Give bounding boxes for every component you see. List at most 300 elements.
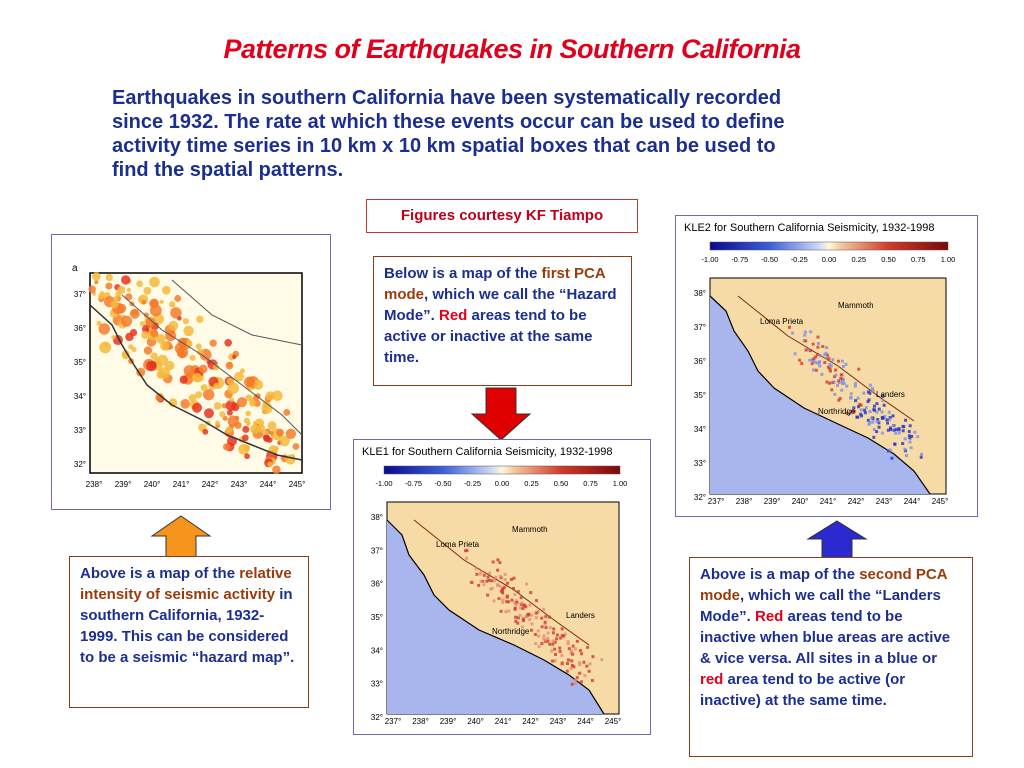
intensity-cell xyxy=(196,343,202,349)
mode-cell xyxy=(864,411,867,414)
mode-cell xyxy=(558,647,561,650)
intensity-cell xyxy=(226,427,232,433)
mode-cell xyxy=(871,387,874,390)
mode-cell xyxy=(522,617,525,620)
mode-cell xyxy=(893,443,896,446)
mode-cell xyxy=(521,607,524,610)
lon-label: 241° xyxy=(172,480,190,489)
intensity-cell xyxy=(150,305,162,317)
mode-cell xyxy=(501,588,504,591)
mode-cell xyxy=(888,418,891,421)
intensity-cell xyxy=(105,283,112,290)
mode-cell xyxy=(881,432,884,435)
caption-highlight: second PCA mode xyxy=(700,566,947,604)
mode-cell xyxy=(875,430,878,433)
mode-cell xyxy=(819,354,822,357)
mode-cell xyxy=(804,339,807,342)
lon-label: 240° xyxy=(791,497,809,506)
mode-cell xyxy=(875,411,878,414)
mode-cell xyxy=(583,674,586,677)
caption-highlight-red: red xyxy=(700,671,724,688)
intensity-cell xyxy=(146,361,157,372)
mode-cell xyxy=(897,428,900,431)
intensity-cell xyxy=(136,280,143,287)
intensity-cell xyxy=(190,355,196,361)
mode-cell xyxy=(836,384,839,387)
intensity-cell xyxy=(262,403,273,414)
lat-label: 37° xyxy=(693,323,706,332)
lon-label: 243° xyxy=(230,480,248,489)
intensity-cell xyxy=(143,287,151,295)
mode-cell xyxy=(496,584,499,587)
lat-label: 32° xyxy=(693,493,706,502)
intensity-cell xyxy=(121,316,132,327)
mode-cell xyxy=(544,639,547,642)
intensity-cell xyxy=(250,424,260,434)
mode-cell xyxy=(470,581,473,584)
mode-cell xyxy=(488,572,491,575)
intensity-cell xyxy=(224,339,232,347)
mode-cell xyxy=(823,361,826,364)
intensity-cell xyxy=(106,274,113,281)
mode-cell xyxy=(493,599,496,602)
mode-cell xyxy=(546,637,549,640)
intensity-cell xyxy=(235,416,240,421)
mode-cell xyxy=(886,422,889,425)
intensity-cell xyxy=(274,446,279,451)
mode-cell xyxy=(916,435,919,438)
intensity-cell xyxy=(249,400,256,407)
mode-cell xyxy=(514,616,517,619)
mode-cell xyxy=(551,643,554,646)
intensity-cell xyxy=(219,411,225,417)
mode-cell xyxy=(857,405,860,408)
lon-label: 242° xyxy=(522,717,539,726)
intensity-cell xyxy=(104,342,109,347)
mode-cell xyxy=(894,432,897,435)
intensity-cell xyxy=(269,431,273,435)
mode-cell xyxy=(527,613,530,616)
intensity-cell xyxy=(223,443,230,450)
mode-cell xyxy=(816,353,819,356)
mode-cell xyxy=(588,670,591,673)
intensity-cell xyxy=(169,301,175,307)
mode-cell xyxy=(868,421,871,424)
mode-cell xyxy=(561,662,564,665)
mode-cell xyxy=(489,588,492,591)
mode-cell xyxy=(514,604,517,607)
mode-cell xyxy=(889,449,892,452)
hazard-map-caption xyxy=(69,556,309,708)
mode-cell xyxy=(562,635,565,638)
lon-label: 239° xyxy=(114,480,132,489)
intensity-cell xyxy=(192,373,202,383)
caption-text: Above is a map of the xyxy=(80,565,240,582)
place-label: Landers xyxy=(876,390,905,399)
mode-cell xyxy=(582,661,585,664)
mode-cell xyxy=(578,661,581,664)
mode-cell xyxy=(517,590,520,593)
mode-cell xyxy=(535,616,538,619)
mode-cell xyxy=(506,595,509,598)
caption-text: areas tend to be active or inactive at the same time. xyxy=(384,307,593,366)
mode-cell xyxy=(502,598,505,601)
lat-label: 37° xyxy=(370,546,383,556)
intensity-cell xyxy=(293,443,300,450)
lon-label: 237° xyxy=(384,717,402,726)
lat-label: 33° xyxy=(693,459,706,468)
mode-cell xyxy=(845,385,848,388)
mode-cell xyxy=(820,373,823,376)
mode-cell xyxy=(904,419,907,422)
mode-cell xyxy=(560,654,563,657)
mode-cell xyxy=(530,622,533,625)
mode-cell xyxy=(534,633,537,636)
mode-cell xyxy=(499,575,502,578)
mode-cell xyxy=(528,604,531,607)
intensity-cell xyxy=(128,344,133,349)
mode-cell xyxy=(516,622,519,625)
mode-cell xyxy=(881,399,884,402)
intensity-cell xyxy=(244,377,255,388)
intensity-cell xyxy=(165,361,175,371)
colorbar-tick: -0.25 xyxy=(790,255,808,264)
intensity-cell xyxy=(202,429,208,435)
lat-label: 38° xyxy=(370,513,383,522)
caption-text: areas tend to be inactive when blue areas are active & vice versa. All sites in a blue or xyxy=(700,608,951,667)
mode-cell xyxy=(812,357,815,360)
intensity-cell xyxy=(144,346,152,354)
colorbar-tick: 0.50 xyxy=(553,479,569,488)
mode-cell xyxy=(486,594,489,597)
intensity-cell xyxy=(168,321,178,331)
intensity-cell xyxy=(192,403,202,413)
mode-cell xyxy=(803,334,806,337)
intensity-cell xyxy=(267,437,273,443)
mode-cell xyxy=(901,442,904,445)
intensity-cell xyxy=(196,316,203,323)
mode-cell xyxy=(840,389,843,392)
lat-label: 36° xyxy=(693,357,706,366)
mode-cell xyxy=(791,332,794,335)
mode-cell xyxy=(554,659,557,662)
mode-cell xyxy=(902,429,905,432)
mode-cell xyxy=(909,424,912,427)
intensity-cell xyxy=(272,466,280,474)
page-title: Patterns of Earthquakes in Southern California xyxy=(223,34,801,64)
lat-label: 35° xyxy=(370,613,383,622)
lat-label: 33° xyxy=(370,679,383,689)
colorbar-tick: -0.25 xyxy=(463,479,482,488)
intensity-cell xyxy=(213,383,219,389)
intensity-cell xyxy=(146,317,156,327)
mode-cell xyxy=(818,364,821,367)
hazard-map-figure xyxy=(51,234,331,510)
mode-cell xyxy=(834,369,837,372)
mode-cell xyxy=(465,557,468,560)
mode-cell xyxy=(794,352,797,355)
mode-cell xyxy=(890,457,893,460)
lon-label: 241° xyxy=(494,717,512,726)
mode-cell xyxy=(514,608,517,611)
mode-cell xyxy=(881,410,884,413)
mode-cell xyxy=(515,601,518,604)
caption-highlight-red: Red xyxy=(439,307,468,324)
intensity-cell xyxy=(215,421,220,426)
longitude-labels xyxy=(385,717,622,726)
mode-cell xyxy=(812,343,815,346)
mode-cell xyxy=(920,456,923,459)
mode-cell xyxy=(837,360,840,363)
mode-cell xyxy=(903,448,906,451)
mode-cell xyxy=(479,573,482,576)
mode-cell xyxy=(844,363,847,366)
intensity-cell xyxy=(88,286,95,293)
mode-cell xyxy=(876,420,879,423)
lat-label: 35° xyxy=(73,358,86,367)
mode-cell xyxy=(492,560,495,563)
intensity-cell xyxy=(111,335,115,339)
colorbar-tick: 1.00 xyxy=(940,255,956,264)
lon-label: 243° xyxy=(549,717,567,726)
mode-cell xyxy=(545,626,548,629)
mode-cell xyxy=(554,653,557,656)
colorbar-tick: 0.25 xyxy=(524,479,539,488)
mode-cell xyxy=(561,627,564,630)
place-label: Mammoth xyxy=(512,525,548,534)
mode-cell xyxy=(498,561,501,564)
mode-cell xyxy=(574,647,577,650)
intensity-cell xyxy=(180,376,188,384)
caption-text: in southern California, 1932-1999. This can be considered to be a seismic “hazard map”. xyxy=(80,586,295,666)
mode-cell xyxy=(530,614,533,617)
intensity-cell xyxy=(276,429,284,437)
mode-cell xyxy=(854,385,857,388)
mode-cell xyxy=(857,368,860,371)
mode-cell xyxy=(860,408,863,411)
mode-cell xyxy=(504,610,507,613)
mode-cell xyxy=(538,645,541,648)
mode-cell xyxy=(507,609,510,612)
lon-label: 241° xyxy=(819,497,837,506)
mode-cell xyxy=(566,662,569,665)
first-pca-caption xyxy=(373,256,632,386)
intensity-cell xyxy=(125,293,132,300)
intensity-cell xyxy=(238,444,249,455)
caption-text: area tend to be active (or inactive) at the same time. xyxy=(700,671,906,709)
mode-cell xyxy=(568,647,571,650)
colorbar-labels xyxy=(701,255,955,264)
mode-cell xyxy=(580,680,583,683)
intensity-cell xyxy=(160,300,164,304)
mode-cell xyxy=(548,643,551,646)
mode-cell xyxy=(870,416,873,419)
mode-cell xyxy=(865,406,868,409)
mode-cell xyxy=(549,626,552,629)
lon-label: 243° xyxy=(875,497,893,506)
colorbar-tick: 0.50 xyxy=(881,255,896,264)
mode-cell xyxy=(886,418,889,421)
mode-cell xyxy=(496,558,499,561)
mode-cell xyxy=(913,431,916,434)
mode-cell xyxy=(548,616,551,619)
caption-highlight: first PCA mode xyxy=(384,265,606,303)
mode-cell xyxy=(570,659,573,662)
lat-label: 32° xyxy=(73,460,86,469)
intensity-cell xyxy=(229,397,234,402)
intensity-cell xyxy=(242,426,249,433)
mode-cell xyxy=(552,631,555,634)
mode-cell xyxy=(908,441,911,444)
mode-cell xyxy=(555,637,558,640)
mode-cell xyxy=(490,579,493,582)
kle2-title: KLE2 for Southern California Seismicity, 1932-1998 xyxy=(684,222,935,234)
colorbar-tick: 0.75 xyxy=(583,479,598,488)
mode-cell xyxy=(854,382,857,385)
mode-cell xyxy=(483,574,486,577)
mode-cell xyxy=(540,642,543,645)
mode-cell xyxy=(525,583,528,586)
colorbar-labels xyxy=(375,479,627,488)
intensity-cell xyxy=(201,384,208,391)
caption-text: Below is a map of the xyxy=(384,265,542,282)
intensity-cell xyxy=(246,421,251,426)
mode-cell xyxy=(843,382,846,385)
caption-text: Above is a map of the xyxy=(700,566,860,583)
lon-label: 240° xyxy=(467,717,484,726)
panel-label: a xyxy=(72,263,78,274)
colorbar xyxy=(384,466,620,474)
lat-label: 37° xyxy=(73,290,86,299)
intensity-cell xyxy=(183,318,189,324)
intensity-cell xyxy=(138,297,142,301)
kle2-figure xyxy=(675,215,978,517)
intensity-cell xyxy=(244,453,250,459)
mode-cell xyxy=(895,428,898,431)
lon-label: 238° xyxy=(735,497,753,506)
kle2-map xyxy=(676,216,977,516)
mode-cell xyxy=(830,388,833,391)
lat-label: 34° xyxy=(693,425,706,434)
mode-cell xyxy=(572,645,575,648)
lon-label: 238° xyxy=(85,480,103,489)
mode-cell xyxy=(887,429,890,432)
mode-cell xyxy=(831,358,834,361)
intensity-cell xyxy=(150,329,158,337)
mode-cell xyxy=(898,431,901,434)
mode-cell xyxy=(529,591,532,594)
intensity-cell xyxy=(199,365,208,374)
lon-label: 242° xyxy=(201,480,219,489)
mode-cell xyxy=(576,640,579,643)
intensity-cell xyxy=(174,295,181,302)
caption-highlight-red: Red xyxy=(755,608,784,625)
mode-cell xyxy=(842,365,845,368)
mode-cell xyxy=(464,549,467,552)
mode-cell xyxy=(841,360,844,363)
mode-cell xyxy=(808,359,811,362)
mode-cell xyxy=(809,330,812,333)
intensity-cell xyxy=(210,340,217,347)
mode-cell xyxy=(479,580,482,583)
intensity-cell xyxy=(232,355,236,359)
mode-cell xyxy=(878,426,881,429)
mode-cell xyxy=(855,416,858,419)
intensity-cell xyxy=(92,272,101,281)
mode-cell xyxy=(828,367,831,370)
mode-cell xyxy=(528,618,531,621)
mode-cell xyxy=(537,630,540,633)
mode-cell xyxy=(487,576,490,579)
colorbar-tick: 0.25 xyxy=(851,255,867,264)
intensity-cell xyxy=(283,409,290,416)
mode-cell xyxy=(892,424,895,427)
caption-highlight: relative intensity of seismic activity xyxy=(80,565,292,603)
mode-cell xyxy=(788,326,791,329)
mode-cell xyxy=(500,610,503,613)
mode-cell xyxy=(512,587,515,590)
mode-cell xyxy=(520,602,523,605)
lon-label: 245° xyxy=(931,497,949,506)
mode-cell xyxy=(570,667,573,670)
mode-cell xyxy=(552,640,555,643)
kle1-map xyxy=(354,440,650,734)
mode-cell xyxy=(544,615,547,618)
mode-cell xyxy=(812,368,815,371)
intensity-cell xyxy=(130,329,137,336)
mode-cell xyxy=(494,576,497,579)
latitude-labels xyxy=(74,290,86,469)
lon-label: 244° xyxy=(577,717,594,726)
colorbar-tick: -1.00 xyxy=(375,479,393,488)
colorbar-tick: 0.00 xyxy=(494,479,510,488)
mode-cell xyxy=(920,453,923,456)
mode-cell xyxy=(867,400,870,403)
mode-cell xyxy=(477,584,480,587)
intensity-cell xyxy=(204,408,214,418)
lon-label: 237° xyxy=(707,497,725,506)
mode-cell xyxy=(815,369,818,372)
mode-cell xyxy=(828,363,831,366)
mode-cell xyxy=(493,579,496,582)
mode-cell xyxy=(910,435,913,438)
colorbar-tick: 0.00 xyxy=(821,255,837,264)
caption-text: , which we call the “Landers Mode”. xyxy=(700,587,941,625)
mode-cell xyxy=(811,362,814,365)
mode-cell xyxy=(580,652,583,655)
lat-label: 35° xyxy=(693,391,706,400)
mode-cell xyxy=(809,349,812,352)
lon-label: 244° xyxy=(259,480,277,489)
mode-cell xyxy=(574,678,577,681)
mode-cell xyxy=(571,653,574,656)
lon-label: 245° xyxy=(604,717,622,726)
mode-cell xyxy=(825,346,828,349)
colorbar-tick: -0.50 xyxy=(760,255,779,264)
mode-cell xyxy=(537,635,540,638)
mode-cell xyxy=(566,670,569,673)
mode-cell xyxy=(816,336,819,339)
intensity-cell xyxy=(264,431,268,435)
mode-cell xyxy=(541,625,544,628)
mode-cell xyxy=(547,640,550,643)
second-pca-caption xyxy=(689,557,973,757)
mode-cell xyxy=(552,627,555,630)
intensity-cell xyxy=(99,323,110,334)
colorbar-tick: -0.50 xyxy=(434,479,452,488)
mode-cell xyxy=(798,359,801,362)
mode-cell xyxy=(525,615,528,618)
